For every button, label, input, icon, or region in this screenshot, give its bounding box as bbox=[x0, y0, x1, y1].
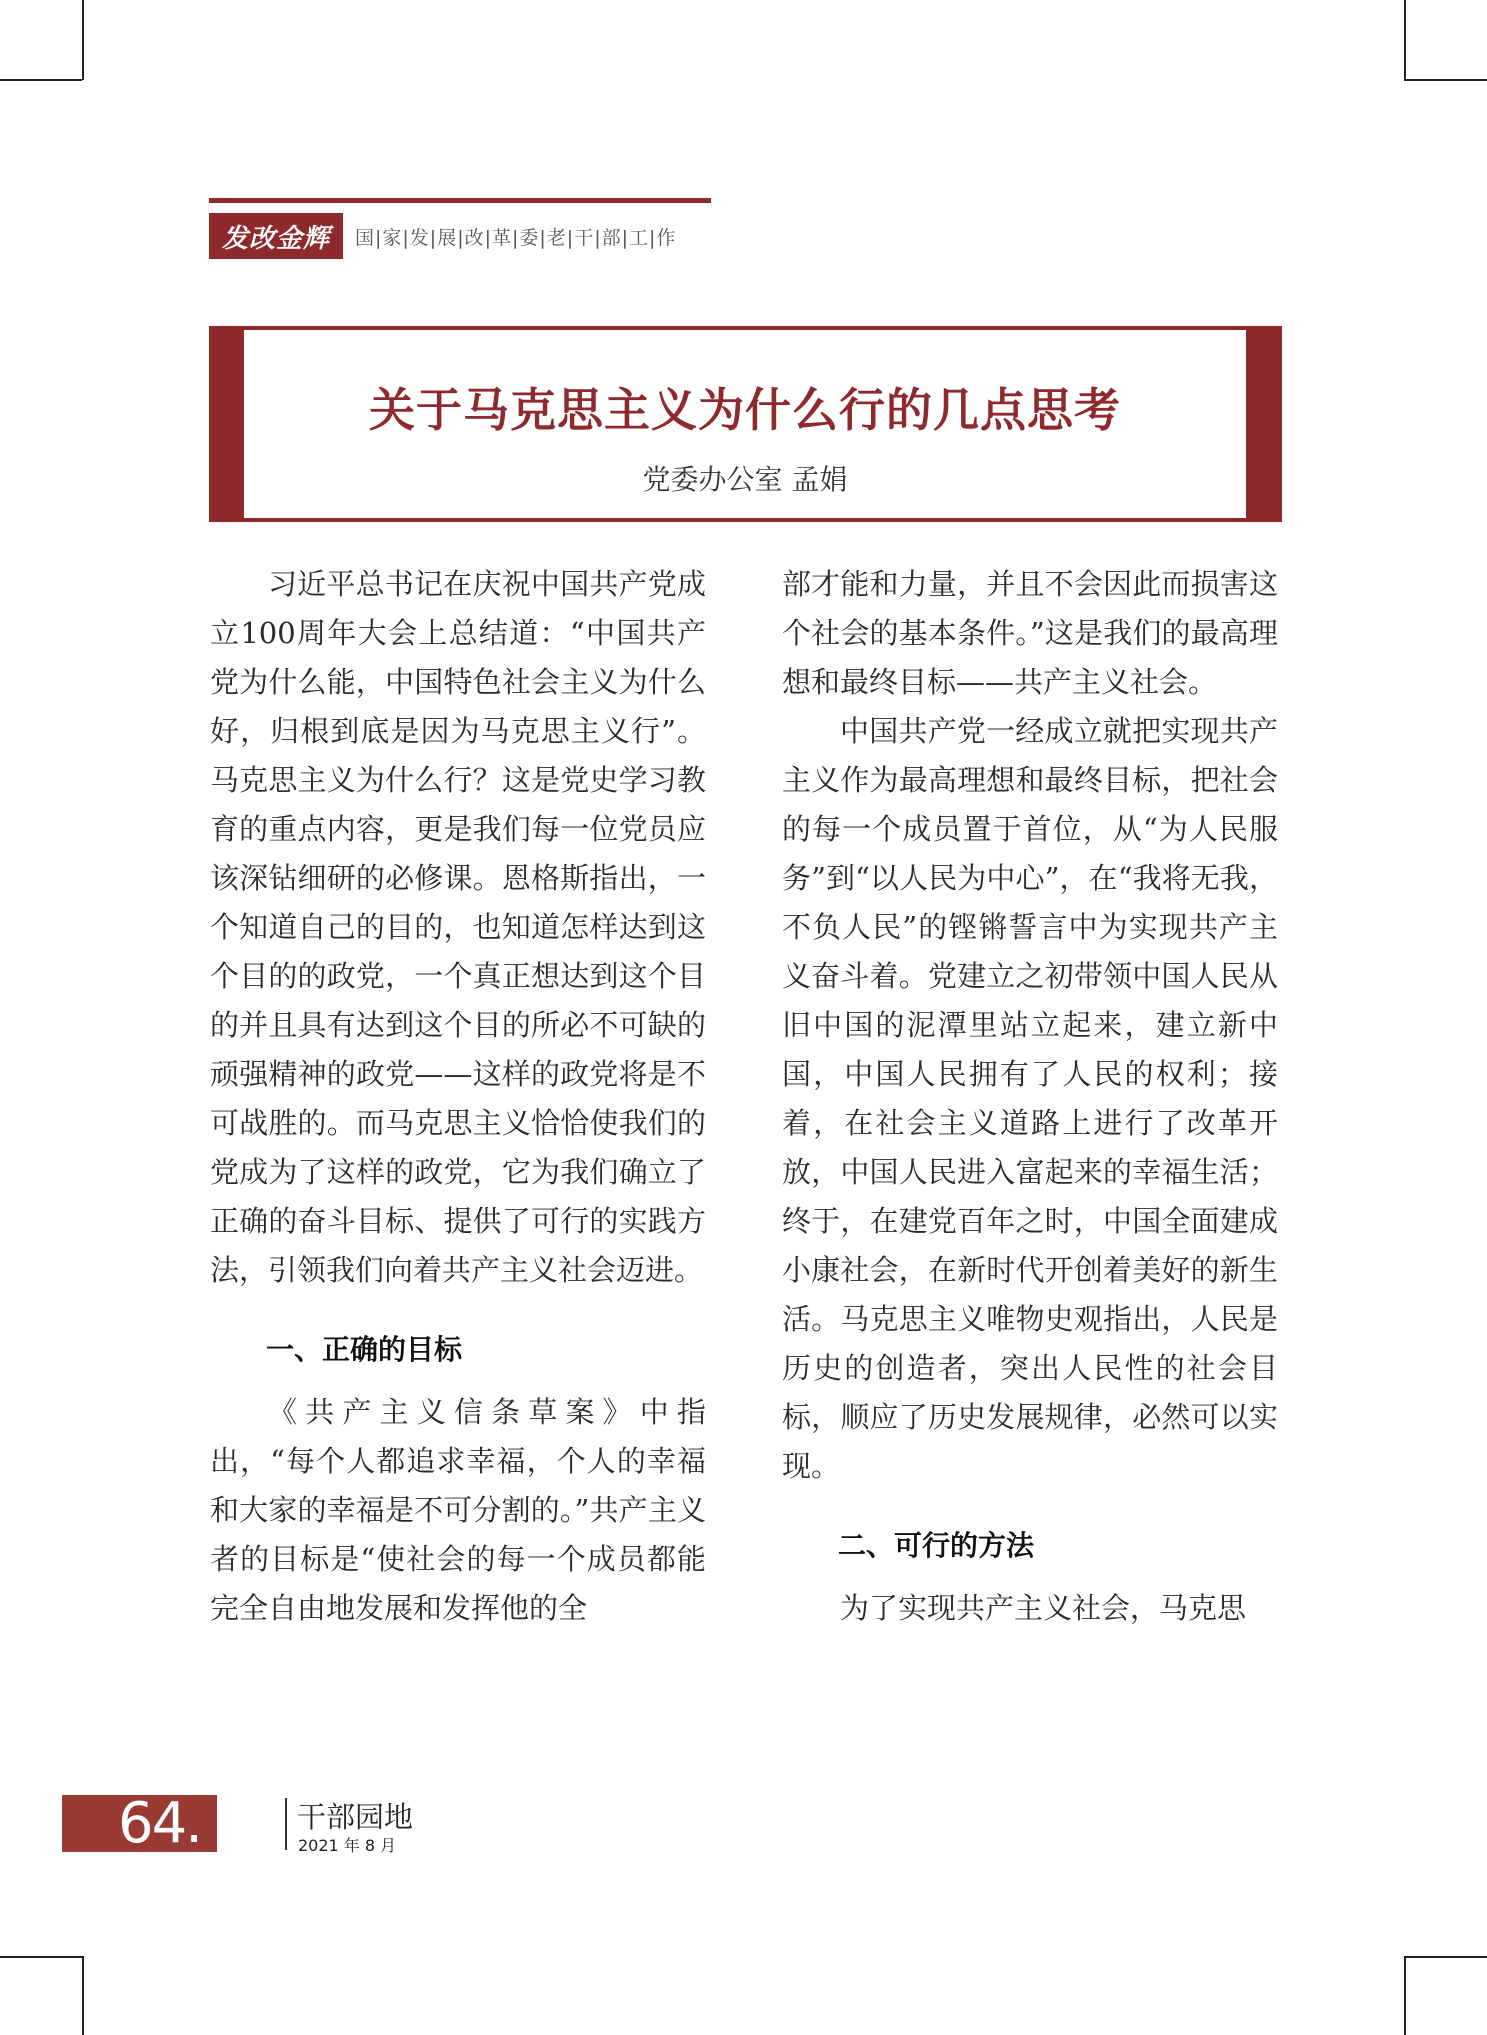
crop-mark bbox=[1404, 79, 1487, 81]
right-column bbox=[782, 560, 1278, 1633]
article-author: 党委办公室 孟娟 bbox=[642, 463, 848, 496]
magazine-name: 干部园地 bbox=[297, 1800, 414, 1834]
column-logo-text: 发改金辉 bbox=[221, 223, 330, 254]
column-logo bbox=[209, 213, 343, 259]
title-panel bbox=[244, 330, 1246, 518]
paragraph: 部才能和力量，并且不会因此而损害这个社会的基本条件。”这是我们的最高理想和最终目标——共产主义社会。 bbox=[782, 567, 1278, 699]
crop-mark bbox=[82, 1956, 84, 2035]
footer-divider bbox=[285, 1798, 287, 1850]
page-number: 64. bbox=[118, 1791, 202, 1856]
paragraph: 《共产主义信条草案》中指出，“每个人都追求幸福，个人的幸福和大家的幸福是不可分割的。”共产主义者的目标是“使社会的每一个成员都能完全自由地发展和发挥他的全 bbox=[210, 1395, 706, 1625]
crop-mark bbox=[82, 0, 84, 80]
section-heading: 二、可行的方法 bbox=[838, 1529, 1035, 1562]
paragraph: 习近平总书记在庆祝中国共产党成立100周年大会上总结道：“中国共产党为什么能，中国特色社会主义为什么好，归根到底是因为马克思主义行”。马克思主义为什么行？这是党史学习教育的重点内容，更是我们每一位党员应该深钻细研的必修课。恩格斯指出，一个知道自己的目的，也知道怎样达到这个目的的政党，一个真正想达到这个目的并且具有达到这个目的所必不可缺的顽强精神的政党——这样的政党将是不可战胜的。而马克思主义恰恰使我们的党成为了这样的政党，它为我们确立了正确的奋斗目标、提供了可行的实践方法，引领我们向着共产主义社会迈进。 bbox=[210, 567, 706, 1287]
article-title: 关于马克思主义为什么行的几点思考 bbox=[369, 383, 1121, 437]
crop-mark bbox=[1404, 1956, 1406, 2035]
left-column bbox=[210, 560, 706, 1633]
header-row bbox=[209, 213, 711, 259]
paragraph: 为了实现共产主义社会，马克思 bbox=[840, 1591, 1247, 1625]
crop-mark bbox=[0, 1956, 82, 1958]
crop-mark bbox=[0, 79, 82, 81]
section-heading: 一、正确的目标 bbox=[266, 1333, 463, 1366]
header-rule bbox=[209, 198, 711, 203]
section-header bbox=[209, 198, 711, 259]
paragraph: 中国共产党一经成立就把实现共产主义作为最高理想和最终目标，把社会的每一个成员置于首位，从“为人民服务”到“以人民为中心”，在“我将无我，不负人民”的铿锵誓言中为实现共产主义奋斗着。党建立之初带领中国人民从旧中国的泥潭里站立起来，建立新中国，中国人民拥有了人民的权利；接着，在社会主义道路上进行了改革开放，中国人民进入富起来的幸福生活；终于，在建党百年之时，中国全面建成小康社会，在新时代开创着美好的新生活。马克思主义唯物史观指出，人民是历史的创造者，突出人民性的社会目标，顺应了历史发展规律，必然可以实现。 bbox=[782, 714, 1278, 1483]
header-subtitle: 国|家|发|展|改|革|委|老|干|部|工|作 bbox=[355, 226, 677, 249]
issue-date: 2021 年 8 月 bbox=[298, 1836, 397, 1855]
title-banner bbox=[209, 326, 1282, 522]
crop-mark bbox=[1404, 1956, 1487, 1958]
crop-mark bbox=[1404, 0, 1406, 80]
